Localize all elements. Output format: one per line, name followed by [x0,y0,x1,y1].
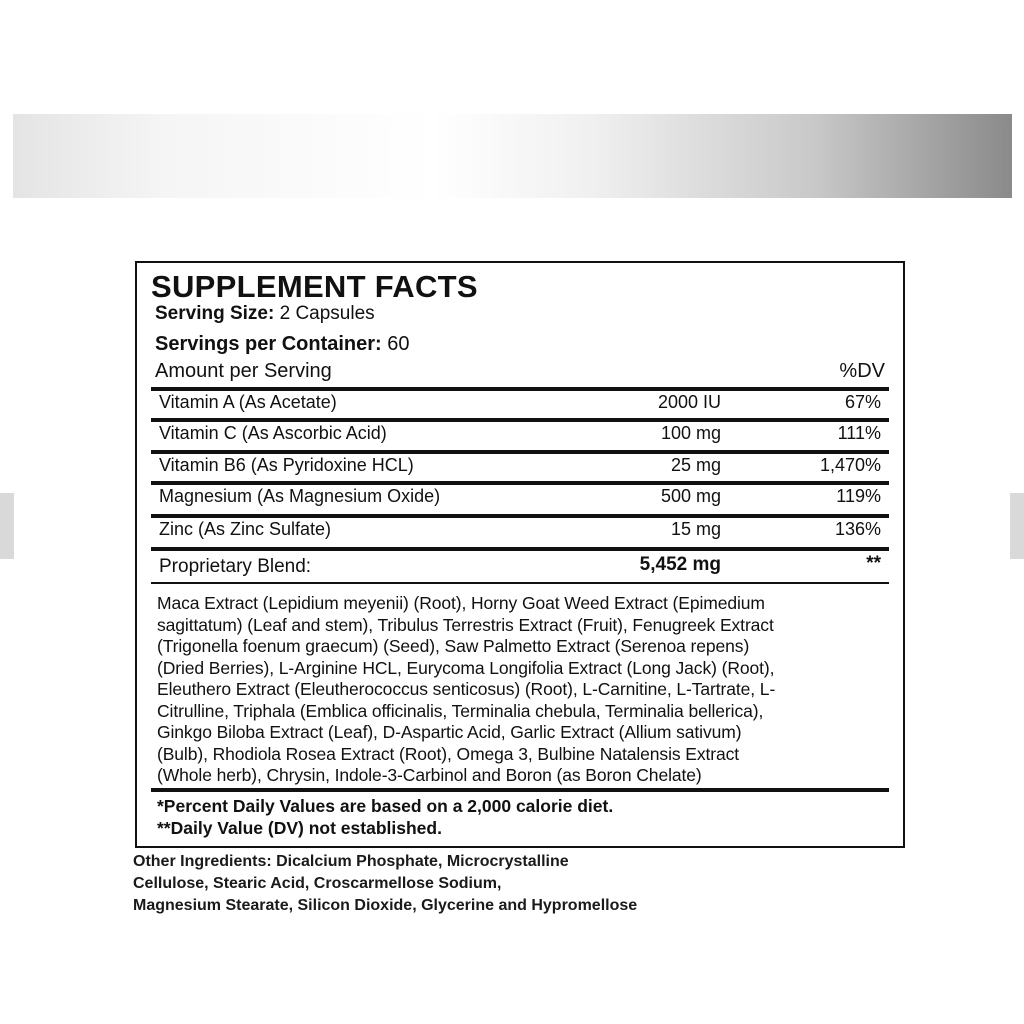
other-ingredients-line: Cellulose, Stearic Acid, Croscarmellose Sodium, [133,875,502,892]
blend-ingredients [157,593,889,787]
nutrient-name: Vitamin A (As Acetate) [159,392,337,412]
other-ingredients-line: Magnesium Stearate, Silicon Dioxide, Glycerine and Hypromellose [133,897,638,914]
nutrient-dv: 67% [844,392,881,412]
serving-size [155,303,375,325]
nutrient-name: Vitamin C (As Ascorbic Acid) [159,423,387,443]
nutrient-row [159,389,881,417]
serving-size-value: 2 Capsules [279,303,375,324]
blend-line: (Bulb), Rhodiola Rosea Extract (Root), Omega 3, Bulbine Natalensis Extract [157,743,740,764]
blend-divider [151,582,889,584]
blend-dv: ** [866,553,881,574]
nutrient-amount: 15 mg [670,519,721,539]
supplement-facts-panel [135,261,905,848]
left-side-tab [0,493,14,559]
nutrient-row [159,483,881,511]
dv-header: %DV [839,360,885,382]
blend-line: sagittatum) (Leaf and stem), Tribulus Terrestris Extract (Fruit), Fenugreek Extract [157,614,774,635]
nutrient-row [159,516,881,544]
amount-per-serving-label: Amount per Serving [155,360,332,382]
blend-line: Citrulline, Triphala (Emblica officinalis, Terminalia chebula, Terminalia bellerica), [157,700,764,721]
nutrient-dv: 136% [834,519,881,539]
nutrient-row [159,420,881,448]
panel-title: SUPPLEMENT FACTS [151,269,478,304]
proprietary-blend-row [159,553,881,583]
servings-per-container [155,333,410,356]
servings-per-value: 60 [387,333,410,355]
blend-line: (Dried Berries), L-Arginine HCL, Eurycoma Longifolia Extract (Long Jack) (Root), [157,657,775,678]
servings-per-label: Servings per Container: [155,333,382,355]
nutrient-row [159,452,881,480]
blend-line: (Whole herb), Chrysin, Indole-3-Carbinol and Boron (as Boron Chelate) [157,765,702,785]
top-gradient-band [13,114,1012,198]
blend-amount: 5,452 mg [639,554,721,575]
other-ingredients [133,851,833,917]
footnote-divider [151,788,889,792]
nutrient-amount: 500 mg [660,486,721,506]
nutrient-dv: 119% [836,486,881,506]
blend-line: Eleuthero Extract (Eleutherococcus senticosus) (Root), L-Carnitine, L-Tartrate, L- [157,679,776,699]
row-divider [151,547,889,551]
nutrient-name: Magnesium (As Magnesium Oxide) [159,486,441,506]
nutrient-name: Zinc (As Zinc Sulfate) [159,519,332,539]
blend-line: Maca Extract (Lepidium meyenii) (Root), Horny Goat Weed Extract (Epimedium [157,593,765,613]
nutrient-amount: 2000 IU [657,392,721,412]
nutrient-amount: 25 mg [670,455,721,475]
footnote-dv: *Percent Daily Values are based on a 2,000 calorie diet. [157,796,614,816]
footnote-not-established: **Daily Value (DV) not established. [157,818,442,838]
nutrient-name: Vitamin B6 (As Pyridoxine HCL) [159,455,414,475]
other-ingredients-line: Other Ingredients: Dicalcium Phosphate, Microcrystalline [133,853,569,870]
nutrient-dv: 111% [837,423,881,443]
blend-line: Ginkgo Biloba Extract (Leaf), D-Aspartic Acid, Garlic Extract (Allium sativum) [157,722,742,742]
nutrient-amount: 100 mg [660,423,721,443]
right-side-tab [1010,493,1024,559]
blend-line: (Trigonella foenum graecum) (Seed), Saw Palmetto Extract (Serenoa repens) [157,636,750,656]
serving-size-label: Serving Size: [155,303,275,324]
blend-name: Proprietary Blend: [159,556,312,577]
nutrient-dv: 1,470% [819,455,881,475]
